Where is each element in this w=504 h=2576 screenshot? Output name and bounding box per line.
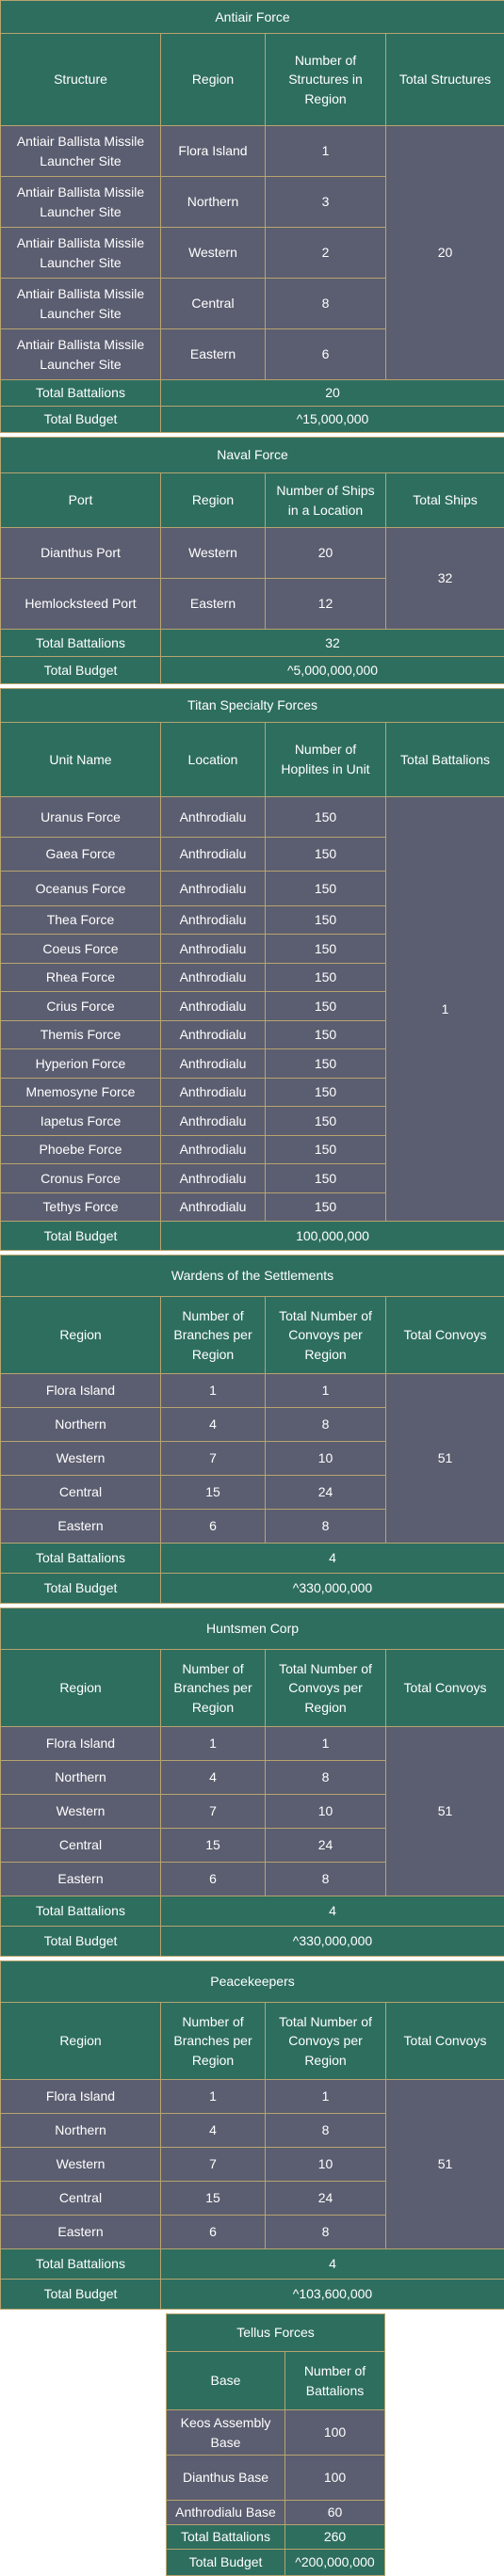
table-row <box>1 796 504 837</box>
convoys-cell: 1 <box>266 1374 386 1408</box>
total-convoys-cell: 51 <box>386 1727 504 1896</box>
count-cell: 8 <box>266 279 386 329</box>
unit-name-cell: Uranus Force <box>1 796 161 837</box>
column-header: Total Convoys <box>386 1297 504 1374</box>
convoys-cell: 1 <box>266 2080 386 2114</box>
region-cell: Central <box>1 1476 161 1510</box>
region-cell: Central <box>161 279 266 329</box>
convoys-cell: 10 <box>266 2148 386 2182</box>
column-header: Total Convoys <box>386 1650 504 1727</box>
branches-cell: 15 <box>161 2182 266 2216</box>
branches-cell: 6 <box>161 1863 266 1896</box>
table-title: Antiair Force <box>1 1 504 34</box>
table-row <box>1 2080 504 2114</box>
location-cell: Anthrodialu <box>161 963 266 992</box>
branches-cell: 15 <box>161 1476 266 1510</box>
total-battalions-value: 20 <box>161 380 504 407</box>
column-header: Total Battalions <box>386 722 504 796</box>
table-row <box>1 1727 504 1761</box>
column-header: Region <box>1 1297 161 1374</box>
region-cell: Northern <box>161 177 266 228</box>
convoys-cell: 24 <box>266 2182 386 2216</box>
branches-cell: 1 <box>161 1374 266 1408</box>
structure-cell: Antiair Ballista Missile Launcher Site <box>1 177 161 228</box>
unit-name-cell: Thea Force <box>1 905 161 935</box>
count-cell: 150 <box>266 796 386 837</box>
branches-cell: 7 <box>161 1795 266 1829</box>
total-budget-value: ^15,000,000 <box>161 407 504 433</box>
structure-cell: Antiair Ballista Missile Launcher Site <box>1 279 161 329</box>
structure-cell: Antiair Ballista Missile Launcher Site <box>1 228 161 279</box>
location-cell: Anthrodialu <box>161 872 266 906</box>
count-cell: 150 <box>266 935 386 964</box>
unit-name-cell: Phoebe Force <box>1 1135 161 1164</box>
region-cell: Flora Island <box>1 1374 161 1408</box>
port-cell: Hemlocksteed Port <box>1 579 161 630</box>
branches-cell: 6 <box>161 1510 266 1544</box>
total-convoys-cell: 51 <box>386 2080 504 2249</box>
table-row <box>1 126 504 177</box>
total-ships-cell: 32 <box>386 528 504 630</box>
column-header: Total Structures <box>386 34 504 126</box>
column-header: Total Ships <box>386 473 504 528</box>
column-header: Total Number of Convoys per Region <box>266 2003 386 2080</box>
region-cell: Eastern <box>1 1863 161 1896</box>
convoys-cell: 8 <box>266 1510 386 1544</box>
total-battalions-value: 4 <box>161 1896 504 1927</box>
count-cell: 20 <box>266 528 386 579</box>
count-cell: 150 <box>266 992 386 1021</box>
count-cell: 150 <box>266 1164 386 1193</box>
total-budget-value: 100,000,000 <box>161 1222 504 1251</box>
total-battalions-label: Total Battalions <box>1 1896 161 1927</box>
naval-force-table <box>0 437 504 684</box>
location-cell: Anthrodialu <box>161 1135 266 1164</box>
region-cell: Western <box>1 1442 161 1476</box>
unit-name-cell: Crius Force <box>1 992 161 1021</box>
column-header: Number of Battalions <box>285 2352 385 2410</box>
convoys-cell: 8 <box>266 1863 386 1896</box>
total-convoys-cell: 51 <box>386 1374 504 1544</box>
count-cell: 150 <box>266 1135 386 1164</box>
convoys-cell: 8 <box>266 2114 386 2148</box>
count-cell: 12 <box>266 579 386 630</box>
branches-cell: 7 <box>161 2148 266 2182</box>
column-header: Total Number of Convoys per Region <box>266 1297 386 1374</box>
table-title: Tellus Forces <box>167 2314 385 2352</box>
total-battalions-value: 260 <box>285 2525 385 2550</box>
table-row <box>167 2456 385 2501</box>
region-cell: Western <box>1 1795 161 1829</box>
unit-name-cell: Gaea Force <box>1 837 161 872</box>
location-cell: Anthrodialu <box>161 905 266 935</box>
count-cell: 100 <box>285 2456 385 2501</box>
branches-cell: 4 <box>161 1761 266 1795</box>
antiair-force-table <box>0 0 504 433</box>
total-budget-label: Total Budget <box>1 1927 161 1957</box>
column-header: Region <box>1 2003 161 2080</box>
region-cell: Central <box>1 1829 161 1863</box>
region-cell: Western <box>161 228 266 279</box>
count-cell: 60 <box>285 2501 385 2525</box>
count-cell: 2 <box>266 228 386 279</box>
column-header: Region <box>161 34 266 126</box>
branches-cell: 15 <box>161 1829 266 1863</box>
count-cell: 1 <box>266 126 386 177</box>
location-cell: Anthrodialu <box>161 837 266 872</box>
total-budget-label: Total Budget <box>1 1574 161 1604</box>
region-cell: Northern <box>1 1408 161 1442</box>
location-cell: Anthrodialu <box>161 1049 266 1079</box>
branches-cell: 1 <box>161 1727 266 1761</box>
location-cell: Anthrodialu <box>161 1192 266 1222</box>
column-header: Number of Hoplites in Unit <box>266 722 386 796</box>
unit-name-cell: Oceanus Force <box>1 872 161 906</box>
huntsmen-corp-table <box>0 1608 504 1957</box>
column-header: Number of Branches per Region <box>161 2003 266 2080</box>
region-cell: Western <box>1 2148 161 2182</box>
column-header: Region <box>1 1650 161 1727</box>
branches-cell: 1 <box>161 2080 266 2114</box>
base-cell: Anthrodialu Base <box>167 2501 285 2525</box>
column-header: Base <box>167 2352 285 2410</box>
branches-cell: 7 <box>161 1442 266 1476</box>
location-cell: Anthrodialu <box>161 935 266 964</box>
convoys-cell: 24 <box>266 1829 386 1863</box>
peacekeepers-table <box>0 1960 504 2310</box>
structure-cell: Antiair Ballista Missile Launcher Site <box>1 329 161 380</box>
region-cell: Central <box>1 2182 161 2216</box>
total-battalions-label: Total Battalions <box>167 2525 285 2550</box>
total-budget-label: Total Budget <box>1 1222 161 1251</box>
table-title: Huntsmen Corp <box>1 1608 504 1650</box>
count-cell: 150 <box>266 1192 386 1222</box>
total-battalions-cell: 1 <box>386 796 504 1221</box>
column-header: Unit Name <box>1 722 161 796</box>
convoys-cell: 1 <box>266 1727 386 1761</box>
region-cell: Flora Island <box>1 1727 161 1761</box>
table-row <box>1 528 504 579</box>
branches-cell: 6 <box>161 2216 266 2249</box>
column-header: Number of Branches per Region <box>161 1650 266 1727</box>
column-header: Total Number of Convoys per Region <box>266 1650 386 1727</box>
total-battalions-label: Total Battalions <box>1 1544 161 1574</box>
convoys-cell: 24 <box>266 1476 386 1510</box>
region-cell: Eastern <box>1 1510 161 1544</box>
total-budget-value: ^330,000,000 <box>161 1927 504 1957</box>
count-cell: 100 <box>285 2410 385 2456</box>
total-budget-value: ^5,000,000,000 <box>161 657 504 684</box>
total-battalions-label: Total Battalions <box>1 630 161 657</box>
count-cell: 150 <box>266 1078 386 1107</box>
convoys-cell: 8 <box>266 2216 386 2249</box>
branches-cell: 4 <box>161 2114 266 2148</box>
unit-name-cell: Cronus Force <box>1 1164 161 1193</box>
structure-cell: Antiair Ballista Missile Launcher Site <box>1 126 161 177</box>
total-budget-value: ^103,600,000 <box>161 2280 504 2310</box>
wardens-of-the-settlements-table <box>0 1255 504 1604</box>
unit-name-cell: Tethys Force <box>1 1192 161 1222</box>
table-row <box>167 2501 385 2525</box>
total-budget-value: ^330,000,000 <box>161 1574 504 1604</box>
total-battalions-label: Total Battalions <box>1 380 161 407</box>
base-cell: Dianthus Base <box>167 2456 285 2501</box>
table-row <box>167 2410 385 2456</box>
total-budget-label: Total Budget <box>1 407 161 433</box>
count-cell: 3 <box>266 177 386 228</box>
table-row <box>1 1374 504 1408</box>
count-cell: 150 <box>266 1020 386 1049</box>
region-cell: Eastern <box>1 2216 161 2249</box>
location-cell: Anthrodialu <box>161 992 266 1021</box>
convoys-cell: 8 <box>266 1761 386 1795</box>
location-cell: Anthrodialu <box>161 796 266 837</box>
region-cell: Northern <box>1 1761 161 1795</box>
branches-cell: 4 <box>161 1408 266 1442</box>
convoys-cell: 10 <box>266 1442 386 1476</box>
titan-specialty-forces-table <box>0 688 504 1251</box>
count-cell: 150 <box>266 1107 386 1136</box>
total-structures-cell: 20 <box>386 126 504 380</box>
tellus-forces-table <box>166 2313 385 2576</box>
region-cell: Eastern <box>161 329 266 380</box>
total-budget-label: Total Budget <box>1 657 161 684</box>
location-cell: Anthrodialu <box>161 1164 266 1193</box>
unit-name-cell: Iapetus Force <box>1 1107 161 1136</box>
total-battalions-value: 4 <box>161 2249 504 2280</box>
unit-name-cell: Themis Force <box>1 1020 161 1049</box>
unit-name-cell: Coeus Force <box>1 935 161 964</box>
column-header: Total Convoys <box>386 2003 504 2080</box>
count-cell: 150 <box>266 905 386 935</box>
total-battalions-label: Total Battalions <box>1 2249 161 2280</box>
total-budget-label: Total Budget <box>1 2280 161 2310</box>
column-header: Region <box>161 473 266 528</box>
column-header: Port <box>1 473 161 528</box>
column-header: Number of Branches per Region <box>161 1297 266 1374</box>
region-cell: Northern <box>1 2114 161 2148</box>
convoys-cell: 10 <box>266 1795 386 1829</box>
table-title: Naval Force <box>1 438 504 473</box>
count-cell: 6 <box>266 329 386 380</box>
total-budget-label: Total Budget <box>167 2550 285 2576</box>
column-header: Location <box>161 722 266 796</box>
region-cell: Flora Island <box>161 126 266 177</box>
unit-name-cell: Hyperion Force <box>1 1049 161 1079</box>
total-battalions-value: 4 <box>161 1544 504 1574</box>
table-title: Wardens of the Settlements <box>1 1256 504 1297</box>
unit-name-cell: Mnemosyne Force <box>1 1078 161 1107</box>
count-cell: 150 <box>266 837 386 872</box>
table-title: Peacekeepers <box>1 1961 504 2003</box>
base-cell: Keos Assembly Base <box>167 2410 285 2456</box>
column-header: Number of Structures in Region <box>266 34 386 126</box>
location-cell: Anthrodialu <box>161 1020 266 1049</box>
region-cell: Eastern <box>161 579 266 630</box>
count-cell: 150 <box>266 872 386 906</box>
count-cell: 150 <box>266 1049 386 1079</box>
count-cell: 150 <box>266 963 386 992</box>
column-header: Structure <box>1 34 161 126</box>
location-cell: Anthrodialu <box>161 1107 266 1136</box>
total-budget-value: ^200,000,000 <box>285 2550 385 2576</box>
unit-name-cell: Rhea Force <box>1 963 161 992</box>
column-header: Number of Ships in a Location <box>266 473 386 528</box>
port-cell: Dianthus Port <box>1 528 161 579</box>
region-cell: Flora Island <box>1 2080 161 2114</box>
convoys-cell: 8 <box>266 1408 386 1442</box>
location-cell: Anthrodialu <box>161 1078 266 1107</box>
region-cell: Western <box>161 528 266 579</box>
total-battalions-value: 32 <box>161 630 504 657</box>
table-title: Titan Specialty Forces <box>1 689 504 723</box>
